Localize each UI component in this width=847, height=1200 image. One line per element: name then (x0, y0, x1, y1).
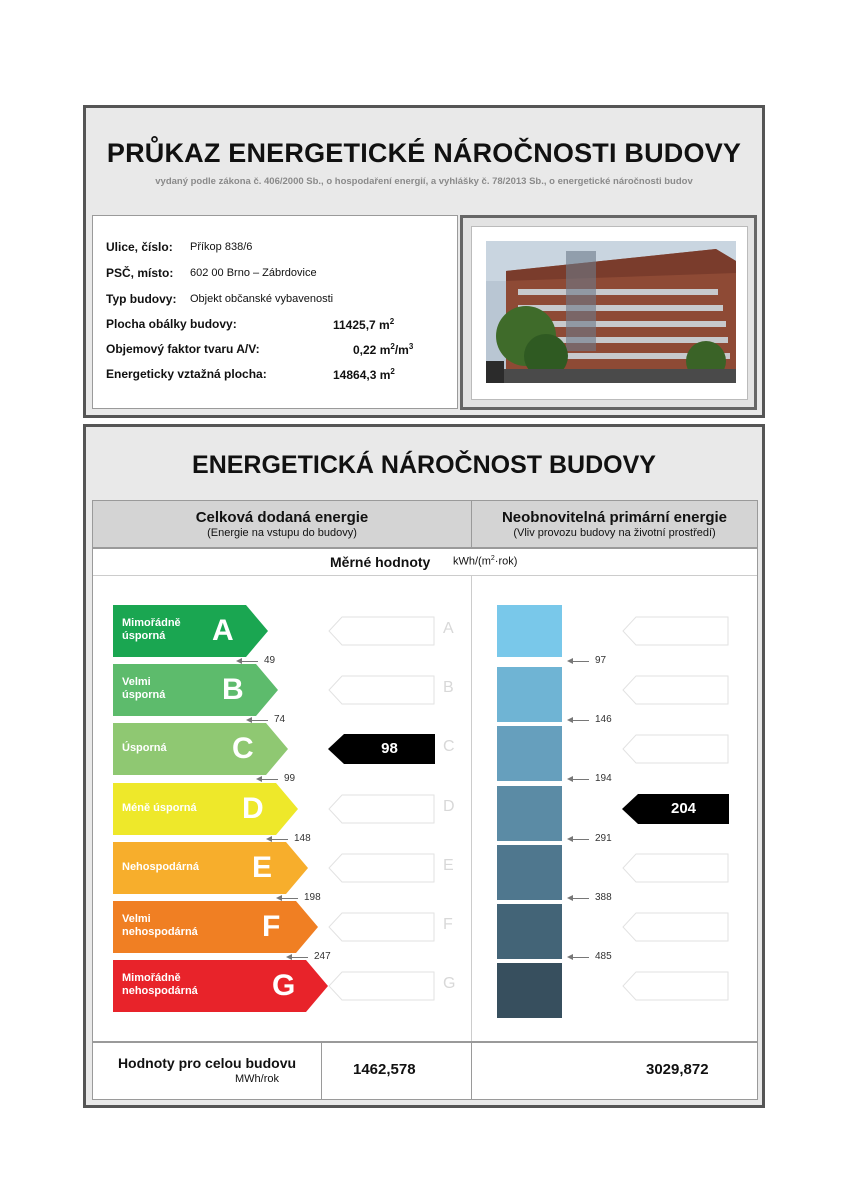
ghost-marker-left-g (328, 971, 435, 1001)
ghost-marker-left-f (328, 912, 435, 942)
delivered-energy-subtitle: (Energie na vstupu do budovy) (207, 527, 357, 539)
class-band-e (113, 842, 310, 894)
street-label: Ulice, číslo: (106, 240, 173, 254)
ghost-letter-left-a: A (443, 620, 454, 637)
envelope-area-label: Plocha obálky budovy: (106, 317, 237, 331)
threshold-left-d-head (266, 836, 272, 842)
threshold-left-b-head (246, 717, 252, 723)
class-letter-f: F (262, 910, 281, 943)
class-letter-e: E (252, 850, 273, 884)
primary-energy-subtitle: (Vliv provozu budovy na životní prostředí) (513, 527, 716, 539)
shape-factor-value: 0,22 $m^2/m^3$ (353, 342, 414, 357)
threshold-right-a-head (567, 658, 573, 664)
threshold-right-d-value: 291 (595, 832, 612, 844)
primary-class-bar-b (497, 667, 562, 722)
building-type-label: Typ budovy: (106, 292, 177, 306)
specific-values-label: Měrné hodnoty (330, 554, 431, 570)
threshold-left-d-value: 148 (294, 832, 311, 844)
totals-label-cell (93, 1043, 322, 1099)
certificate-title: PRŮKAZ ENERGETICKÉ NÁROČNOSTI BUDOVY (106, 138, 742, 168)
primary-class-bar-f (497, 904, 562, 959)
class-band-d (113, 783, 300, 835)
rating-scale (93, 549, 757, 1041)
delivered-energy-header (92, 500, 472, 548)
ghost-marker-left-d (328, 794, 435, 824)
threshold-right-a-value: 97 (595, 655, 607, 666)
threshold-left-e-head (276, 895, 282, 901)
ghost-marker-right-e (622, 853, 729, 883)
totals-unit: MWh/rok (235, 1073, 279, 1085)
reference-area-value: 14864,3 $m^2$ (333, 367, 395, 382)
ghost-marker-right-c (622, 734, 729, 764)
threshold-left-c-head (256, 776, 262, 782)
ghost-marker-right-g (622, 971, 729, 1001)
threshold-right-f-head (567, 954, 573, 960)
envelope-area-value: 11425,7 $m^2$ (333, 317, 395, 332)
primary-energy-header (471, 500, 758, 548)
threshold-left-c-value: 99 (284, 773, 296, 785)
ghost-marker-right-b (622, 675, 729, 705)
threshold-right-c-value: 194 (595, 773, 612, 785)
zip-label: PSČ, místo: (106, 266, 174, 280)
performance-title: ENERGETICKÁ NÁROČNOST BUDOVY (192, 451, 656, 479)
class-letter-g: G (272, 969, 296, 1003)
class-band-g (113, 960, 330, 1012)
primary-class-bar-e (497, 845, 562, 900)
rating-scale-panel (92, 548, 758, 1042)
total-delivered-value: 1462,578 (353, 1061, 416, 1078)
ghost-marker-left-e (328, 853, 435, 883)
delivered-energy-marker-value: 98 (381, 740, 398, 758)
threshold-left-a-head (236, 658, 242, 664)
class-label-a: Mimořádně úsporná (122, 617, 181, 642)
threshold-right-b-value: 146 (595, 714, 612, 726)
building-photo (471, 226, 748, 400)
class-letter-b: B (222, 673, 244, 707)
primary-energy-title: Neobnovitelná primární energie (501, 509, 728, 526)
building-info-panel (92, 215, 458, 409)
building-photo-image (486, 241, 736, 383)
certificate-subtitle: vydaný podle zákona č. 406/2000 Sb., o hospodaření energií, a vyhlášky č. 78/2013 Sb., o energetické náročnosti budov (155, 176, 693, 187)
threshold-right-e-head (567, 895, 573, 901)
totals-label: Hodnoty pro celou budovu (117, 1055, 297, 1071)
ghost-letter-left-g: G (443, 975, 456, 993)
threshold-left-e-value: 198 (304, 891, 321, 903)
class-band-a (113, 605, 270, 657)
ghost-letter-left-b: B (443, 679, 454, 697)
street-value: Příkop 838/6 (190, 241, 253, 253)
ghost-letter-left-f: F (443, 916, 453, 933)
class-band-b (113, 664, 280, 716)
zip-value: 602 00 Brno – Zábrdovice (190, 267, 317, 279)
totals-divider (471, 1043, 472, 1099)
building-photo-frame (460, 215, 757, 410)
ghost-marker-right-a (622, 616, 729, 646)
class-letter-d: D (242, 791, 264, 825)
performance-section (83, 424, 765, 1108)
primary-class-bar-d (497, 786, 562, 841)
class-label-g: Mimořádně nehospodárná (122, 972, 198, 998)
ghost-marker-right-f (622, 912, 729, 942)
threshold-left-f-head (286, 954, 292, 960)
primary-energy-marker (622, 794, 729, 824)
class-letter-c: C (232, 732, 254, 766)
class-band-c (113, 723, 290, 775)
totals-row (92, 1042, 758, 1100)
ghost-letter-left-d: D (443, 797, 455, 815)
certificate-header (83, 105, 765, 418)
class-letter-a: A (212, 614, 234, 647)
class-label-d: Méně úsporná (122, 801, 197, 814)
delivered-energy-title: Celková dodaná energie (195, 509, 369, 526)
class-label-b: Velmi úsporná (122, 676, 166, 702)
threshold-left-b-value: 74 (274, 714, 286, 726)
primary-energy-marker-value: 204 (670, 799, 697, 817)
threshold-left-a-value: 49 (264, 655, 276, 666)
threshold-right-e-value: 388 (595, 891, 612, 903)
total-primary-value: 3029,872 (646, 1061, 709, 1078)
building-type-value: Objekt občanské vybavenosti (190, 293, 334, 305)
ghost-letter-left-c: C (443, 738, 455, 756)
ghost-marker-left-b (328, 675, 435, 705)
primary-class-bar-g (497, 963, 562, 1018)
class-label-c: Úsporná (122, 742, 167, 755)
class-band-f (113, 901, 320, 953)
threshold-left-f-value: 247 (314, 951, 331, 962)
threshold-right-b-head (567, 717, 573, 723)
delivered-energy-marker (328, 734, 435, 764)
reference-area-label: Energeticky vztažná plocha: (106, 367, 267, 381)
class-label-f: Velmi nehospodárná (122, 913, 198, 938)
threshold-right-f-value: 485 (595, 951, 612, 962)
threshold-right-c-head (567, 776, 573, 782)
shape-factor-label: Objemový faktor tvaru A/V: (106, 342, 260, 356)
unit-label: kWh/$(m^2\cdot rok)$ (453, 555, 518, 568)
class-label-e: Nehospodárná (122, 860, 200, 873)
primary-class-bar-c (497, 726, 562, 781)
ghost-marker-left-a (328, 616, 435, 646)
ghost-letter-left-e: E (443, 856, 454, 874)
threshold-right-d-head (567, 836, 573, 842)
primary-class-bar-a (497, 605, 562, 657)
